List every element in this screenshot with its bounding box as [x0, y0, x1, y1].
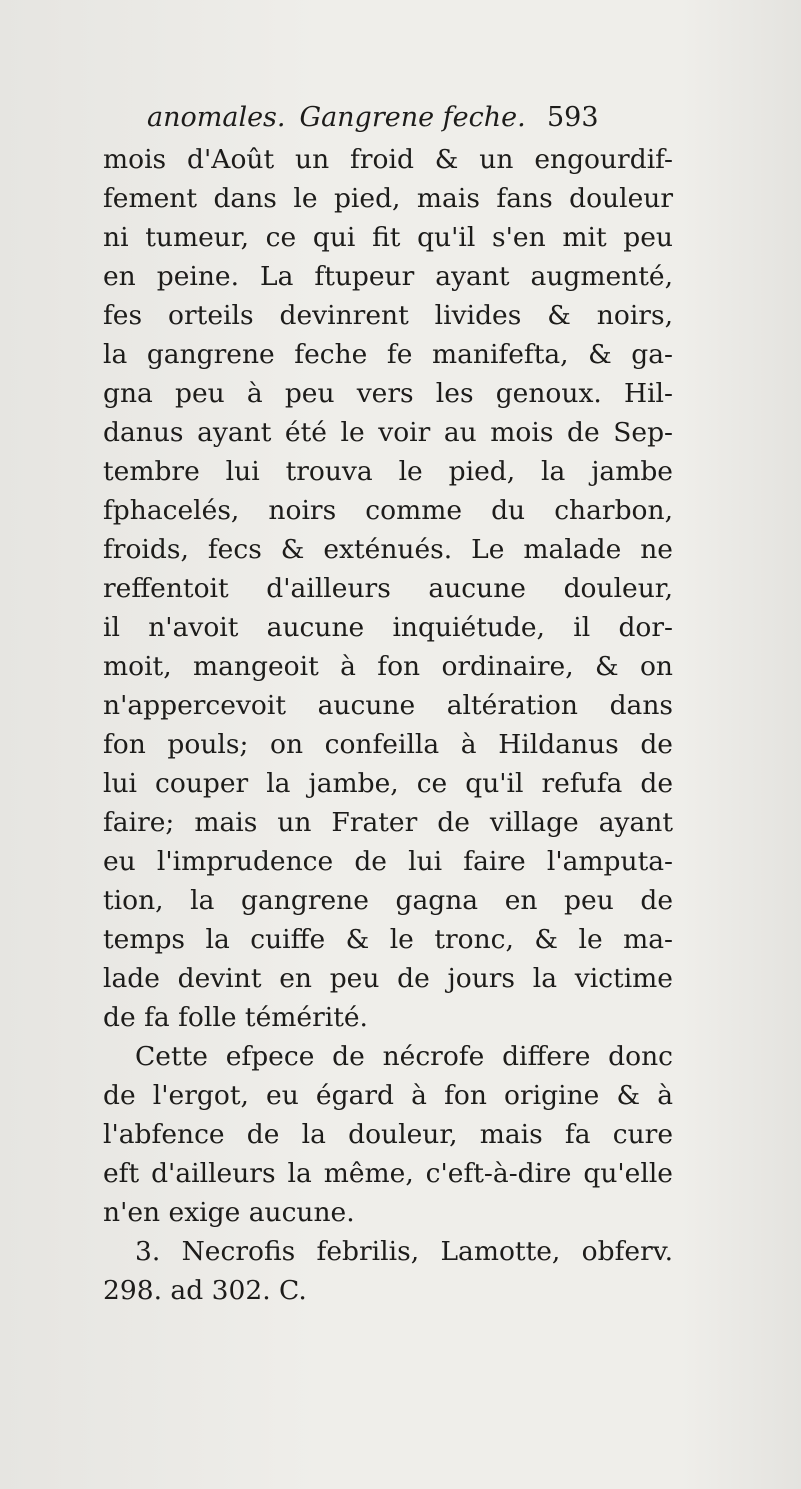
text-line: temps la cuiffe & le tronc, & le ma- [103, 924, 673, 955]
text-line: n'en exige aucune. [103, 1197, 355, 1228]
text-line: tembre lui trouva le pied, la jambe [103, 456, 673, 487]
text-line: fon pouls; on confeilla à Hildanus de [103, 729, 673, 760]
text-line: reffentoit d'ailleurs aucune douleur, [103, 573, 673, 604]
text-line: mois d'Août un froid & un engourdif- [103, 144, 673, 175]
text-line: eft d'ailleurs la même, c'eft-à-dire qu'elle [103, 1158, 673, 1189]
text-line: fphacelés, noirs comme du charbon, [103, 495, 673, 526]
running-head-left: anomales. [147, 102, 286, 133]
text-line: la gangrene feche fe manifefta, & ga- [103, 339, 673, 370]
running-head [147, 98, 647, 138]
text-line: tion, la gangrene gagna en peu de [103, 885, 673, 916]
body-text [103, 140, 673, 1310]
text-line: de fa folle témérité. [103, 1002, 368, 1033]
paragraph-1 [103, 140, 673, 1037]
text-line: en peine. La ftupeur ayant augmenté, [103, 261, 673, 292]
text-line: fement dans le pied, mais fans douleur [103, 183, 673, 214]
text-line: lui couper la jambe, ce qu'il refufa de [103, 768, 673, 799]
text-line: il n'avoit aucune inquiétude, il dor- [103, 612, 673, 643]
text-line: fes orteils devinrent livides & noirs, [103, 300, 673, 331]
page-number: 593 [547, 102, 599, 133]
text-line: n'appercevoit aucune altération dans [103, 690, 673, 721]
paragraph-2 [103, 1037, 673, 1232]
text-line: ni tumeur, ce qui fit qu'il s'en mit peu [103, 222, 673, 253]
text-line: danus ayant été le voir au mois de Sep- [103, 417, 673, 448]
text-line: faire; mais un Frater de village ayant [103, 807, 673, 838]
text-line: de l'ergot, eu égard à fon origine & à [103, 1080, 673, 1111]
text-line: gna peu à peu vers les genoux. Hil- [103, 378, 673, 409]
text-line: 298. ad 302. C. [103, 1275, 307, 1306]
text-line: l'abfence de la douleur, mais fa cure [103, 1119, 673, 1150]
text-line: froids, fecs & exténués. Le malade ne [103, 534, 673, 565]
text-line: eu l'imprudence de lui faire l'amputa- [103, 846, 673, 877]
running-head-right: Gangrene feche. [299, 102, 526, 133]
text-line: moit, mangeoit à fon ordinaire, & on [103, 651, 673, 682]
text-line: Cette efpece de nécrofe differe donc [135, 1041, 673, 1072]
text-line: lade devint en peu de jours la victime [103, 963, 673, 994]
text-line: 3. Necrofis febrilis, Lamotte, obferv. [135, 1236, 673, 1267]
paragraph-3 [103, 1232, 673, 1310]
